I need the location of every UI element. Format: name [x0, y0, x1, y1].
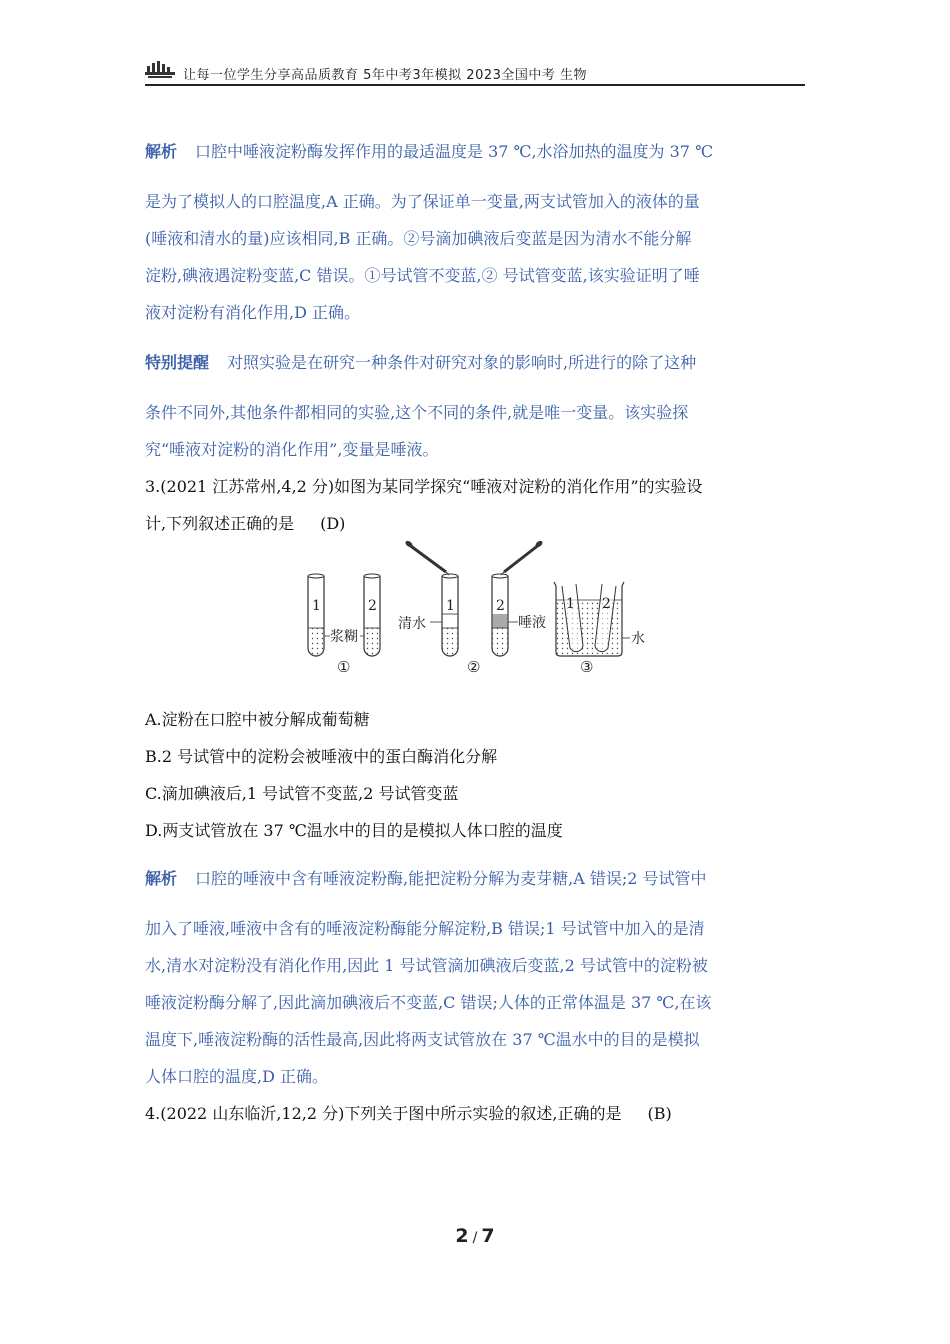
q4-answer: (B) — [647, 1104, 672, 1123]
tip-line-3: 究“唾液对淀粉的消化作用”,变量是唾液。 — [145, 440, 439, 459]
q3-option-c: C.滴加碘液后,1 号试管不变蓝,2 号试管变蓝 — [145, 784, 459, 803]
header-title: 让每一位学生分享高品质教育 5年中考3年模拟 2023全国中考 生物 — [183, 68, 588, 83]
fig-water-label: 水 — [631, 631, 645, 647]
page-current: 2 — [455, 1225, 469, 1247]
analysis2-line-1: 解析 口腔的唾液中含有唾液淀粉酶,能把淀粉分解为麦芽糖,A 错误;2 号试管中 — [145, 869, 707, 888]
q3-option-d: D.两支试管放在 37 ℃温水中的目的是模拟人体口腔的温度 — [145, 821, 563, 840]
analysis1-label: 解析 — [145, 142, 178, 161]
bookstack-logo-icon — [145, 58, 175, 80]
q3-option-a: A.淀粉在口腔中被分解成葡萄糖 — [145, 710, 370, 729]
tip-label: 特别提醒 — [145, 353, 210, 372]
analysis1-line-2: 是为了模拟人的口腔温度,A 正确。为了保证单一变量,两支试管加入的液体的量 — [145, 192, 700, 211]
page-header — [145, 58, 805, 86]
fig-water-clear-label: 清水 — [398, 616, 426, 632]
analysis2-line-3: 水,清水对淀粉没有消化作用,因此 1 号试管滴加碘液后变蓝,2 号试管中的淀粉被 — [145, 956, 708, 975]
analysis1-line-3: (唾液和清水的量)应该相同,B 正确。②号滴加碘液后变蓝是因为清水不能分解 — [145, 229, 692, 248]
experiment-figure — [300, 536, 660, 676]
fig-step2: ② — [467, 658, 481, 676]
q3-option-b: B.2 号试管中的淀粉会被唾液中的蛋白酶消化分解 — [145, 747, 498, 766]
analysis2-line-5: 温度下,唾液淀粉酶的活性最高,因此将两支试管放在 37 ℃温水中的目的是模拟 — [145, 1030, 700, 1049]
page-total: 7 — [481, 1225, 495, 1247]
analysis2-line-2: 加入了唾液,唾液中含有的唾液淀粉酶能分解淀粉,B 错误;1 号试管中加入的是清 — [145, 919, 705, 938]
tip-line-1: 特别提醒 对照实验是在研究一种条件对研究对象的影响时,所进行的除了这种 — [145, 353, 697, 372]
fig-tube2c-label: 2 — [602, 596, 611, 612]
tube-2-saliva — [492, 540, 544, 656]
analysis1-line-1: 解析 口腔中唾液淀粉酶发挥作用的最适温度是 37 ℃,水浴加热的温度为 37 ℃ — [145, 142, 713, 161]
page-indicator: 2 / 7 — [455, 1225, 495, 1247]
beaker-water-bath — [554, 582, 630, 656]
q3-line-2: 计,下列叙述正确的是 (D) — [145, 514, 346, 533]
tube-1-water — [404, 540, 458, 656]
tube-1-paste — [308, 574, 324, 656]
fig-step1: ① — [337, 658, 351, 676]
fig-tube2-label: 2 — [368, 598, 377, 614]
fig-tube1-label: 1 — [312, 598, 321, 614]
tube-2-paste — [364, 574, 380, 656]
tip-line-2: 条件不同外,其他条件都相同的实验,这个不同的条件,就是唯一变量。该实验探 — [145, 403, 689, 422]
analysis1-line-5: 液对淀粉有消化作用,D 正确。 — [145, 303, 361, 322]
analysis2-line-4: 唾液淀粉酶分解了,因此滴加碘液后不变蓝,C 错误;人体的正常体温是 37 ℃,在该 — [145, 993, 712, 1012]
fig-saliva-label: 唾液 — [518, 615, 546, 631]
fig-tube1c-label: 1 — [566, 596, 575, 612]
fig-paste-label: 浆糊 — [330, 629, 358, 645]
analysis2-line-6: 人体口腔的温度,D 正确。 — [145, 1067, 329, 1086]
analysis1-line-4: 淀粉,碘液遇淀粉变蓝,C 错误。①号试管不变蓝,② 号试管变蓝,该实验证明了唾 — [145, 266, 700, 285]
fig-tube1b-label: 1 — [446, 598, 455, 614]
q3-answer: (D) — [320, 514, 346, 533]
fig-step3: ③ — [580, 658, 594, 676]
analysis2-label: 解析 — [145, 869, 178, 888]
fig-tube2b-label: 2 — [496, 598, 505, 614]
q3-line-1: 3.(2021 江苏常州,4,2 分)如图为某同学探究“唾液对淀粉的消化作用”的实验设 — [145, 477, 703, 496]
q4-line-1: 4.(2022 山东临沂,12,2 分)下列关于图中所示实验的叙述,正确的是 (B) — [145, 1104, 672, 1123]
